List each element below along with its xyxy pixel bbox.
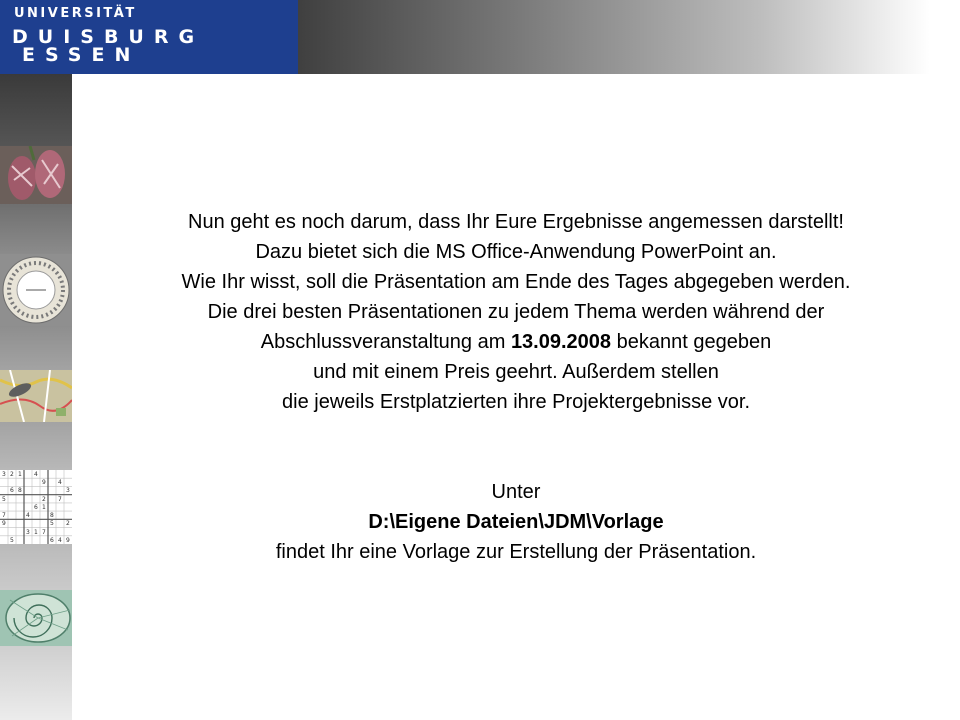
svg-text:2: 2 [66,520,70,527]
svg-text:5: 5 [50,520,54,527]
logo-line-essen: ESSEN [22,44,141,66]
svg-text:2: 2 [10,471,14,478]
round-disc-image [0,254,72,326]
svg-text:8: 8 [50,512,54,519]
text-line: Dazu bietet sich die MS Office-Anwendung PowerPoint an. [255,241,777,263]
logo-line-universitaet: UNIVERSITÄT [14,6,137,21]
svg-text:7: 7 [42,529,46,536]
map-image [0,370,72,422]
strip-tile-light [0,646,72,720]
slide-content [72,74,960,720]
text-line: und mit einem Preis geehrt. Außerdem stellen [313,361,719,383]
strip-tile-dark [0,74,72,146]
strip-tile-gray [0,422,72,470]
text-line: Nun geht es noch darum, dass Ihr Eure Ergebnisse angemessen darstellt! [188,211,844,233]
text-line: die jeweils Erstplatzierten ihre Projektergebnisse vor. [282,391,750,413]
svg-text:2: 2 [42,496,46,503]
logo-line-duisburg: DUISBURG [12,26,205,48]
template-path: D:\Eigene Dateien\JDM\Vorlage [368,511,664,533]
svg-text:4: 4 [58,479,62,486]
svg-text:1: 1 [42,504,46,511]
text-line: findet Ihr eine Vorlage zur Erstellung der Präsentation. [275,541,757,563]
spacer [72,417,960,447]
svg-text:3: 3 [26,529,30,536]
svg-text:5: 5 [10,537,14,544]
svg-text:5: 5 [2,496,6,503]
spacer [72,447,960,477]
header-bar [0,0,960,74]
text-line: Wie Ihr wisst, soll die Präsentation am Ende des Tages abgegeben werden. [181,271,851,293]
svg-text:6: 6 [50,537,54,544]
strip-tile-gray [0,204,72,254]
event-date: 13.09.2008 [510,331,612,353]
text-segment: Abschlussveranstaltung am [260,331,511,353]
svg-text:3: 3 [2,471,6,478]
svg-text:7: 7 [58,496,62,503]
svg-text:9: 9 [2,520,6,527]
svg-text:6: 6 [10,487,14,494]
svg-text:1: 1 [34,529,38,536]
sudoku-grid-image [0,470,72,544]
svg-text:1: 1 [18,471,22,478]
svg-text:7: 7 [2,512,6,519]
nautilus-shell-image [0,590,72,646]
svg-text:4: 4 [26,512,30,519]
text-line: Unter [491,481,541,503]
text-segment: bekannt gegeben [611,331,772,353]
strip-tile-gray [0,544,72,590]
svg-text:9: 9 [42,479,46,486]
text-line-date [72,327,960,357]
left-image-strip [0,74,72,720]
svg-text:8: 8 [18,487,22,494]
strip-tile-gray [0,326,72,370]
fritillary-flower-image [0,146,72,204]
slide-text [72,207,960,567]
svg-text:9: 9 [66,537,70,544]
text-line: Die drei besten Präsentationen zu jedem Thema werden während der [207,301,825,323]
svg-text:4: 4 [58,537,62,544]
university-logo [0,0,298,74]
svg-text:3: 3 [66,487,70,494]
svg-text:4: 4 [34,471,38,478]
svg-text:6: 6 [34,504,38,511]
